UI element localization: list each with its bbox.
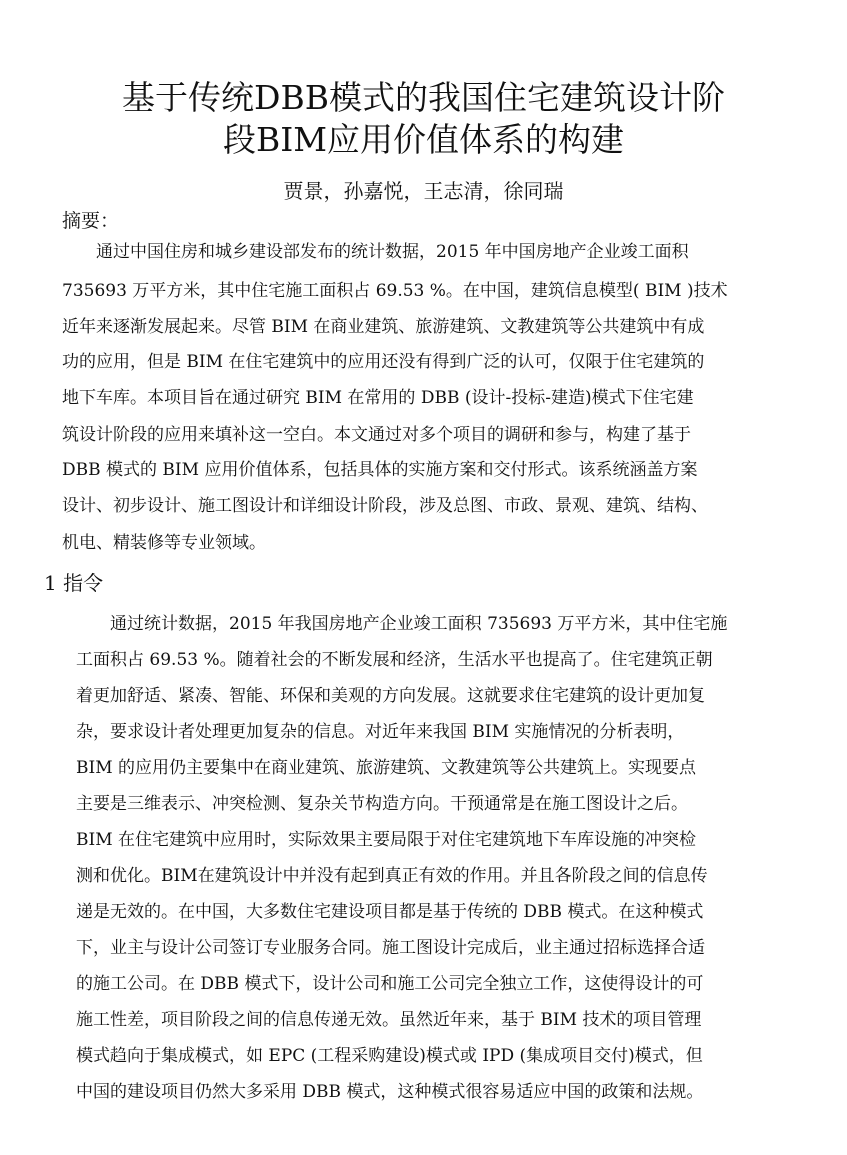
- abstract-line: DBB 模式的 BIM 应用价值体系，包括具体的实施方案和交付形式。该系统涵盖方案: [62, 460, 698, 480]
- body-line: 递是无效的。在中国，大多数住宅建设项目都是基于传统的 DBB 模式。在这种模式: [76, 902, 704, 922]
- paper-title-line-2: 段BIM应用价值体系的构建: [222, 120, 625, 159]
- section-heading: 1 指令: [44, 571, 104, 595]
- paper-title-line-1: 基于传统DBB模式的我国住宅建筑设计阶: [122, 78, 725, 117]
- body-line: 测和优化。BIM在建筑设计中并没有起到真正有效的作用。并且各阶段之间的信息传: [76, 866, 708, 886]
- body-line: 施工性差，项目阶段之间的信息传递无效。虽然近年来，基于 BIM 技术的项目管理: [76, 1010, 702, 1030]
- abstract-line: 设计、初步设计、施工图设计和详细设计阶段，涉及总图、市政、景观、建筑、结构、: [62, 496, 708, 516]
- body-line: BIM 的应用仍主要集中在商业建筑、旅游建筑、文教建筑等公共建筑上。实现要点: [76, 758, 697, 778]
- body-line: BIM 在住宅建筑中应用时，实际效果主要局限于对住宅建筑地下车库设施的冲突检: [76, 830, 697, 850]
- body-line: 模式趋向于集成模式，如 EPC (工程采购建设)模式或 IPD (集成项目交付)模式，但: [76, 1046, 703, 1066]
- body-line: 下，业主与设计公司签订专业服务合同。施工图设计完成后，业主通过招标选择合适: [76, 938, 705, 958]
- abstract-label: 摘要：: [62, 210, 120, 232]
- body-line: 中国的建设项目仍然大多采用 DBB 模式，这种模式很容易适应中国的政策和法规。: [76, 1082, 704, 1102]
- abstract-line: 机电、精装修等专业领域。: [62, 533, 266, 553]
- body-line: 主要是三维表示、冲突检测、复杂关节构造方向。干预通常是在施工图设计之后。: [76, 794, 688, 814]
- abstract-line: 通过中国住房和城乡建设部发布的统计数据，2015 年中国房地产企业竣工面积: [96, 242, 689, 262]
- body-line: 通过统计数据，2015 年我国房地产企业竣工面积 735693 万平方米，其中住宅施: [110, 614, 728, 634]
- body-line: 杂，要求设计者处理更加复杂的信息。对近年来我国 BIM 实施情况的分析表明，: [76, 722, 685, 742]
- authors: 贾景，孙嘉悦，王志清，徐同瑞: [283, 179, 564, 203]
- abstract-line: 功的应用，但是 BIM 在住宅建筑中的应用还没有得到广泛的认可，仅限于住宅建筑的: [62, 352, 705, 372]
- abstract-line: 735693 万平方米，其中住宅施工面积占 69.53 %。在中国，建筑信息模型( BIM )技术: [62, 281, 728, 301]
- body-line: 着更加舒适、紧凑、智能、环保和美观的方向发展。这就要求住宅建筑的设计更加复: [76, 686, 705, 706]
- abstract-line: 近年来逐渐发展起来。尽管 BIM 在商业建筑、旅游建筑、文教建筑等公共建筑中有成: [62, 317, 705, 337]
- body-line: 的施工公司。在 DBB 模式下，设计公司和施工公司完全独立工作，这使得设计的可: [76, 974, 704, 994]
- body-line: 工面积占 69.53 %。随着社会的不断发展和经济，生活水平也提高了。住宅建筑正朝: [76, 650, 713, 670]
- abstract-line: 地下车库。本项目旨在通过研究 BIM 在常用的 DBB (设计-投标-建造)模式下住宅建: [62, 388, 694, 408]
- abstract-line: 筑设计阶段的应用来填补这一空白。本文通过对多个项目的调研和参与，构建了基于: [62, 425, 691, 445]
